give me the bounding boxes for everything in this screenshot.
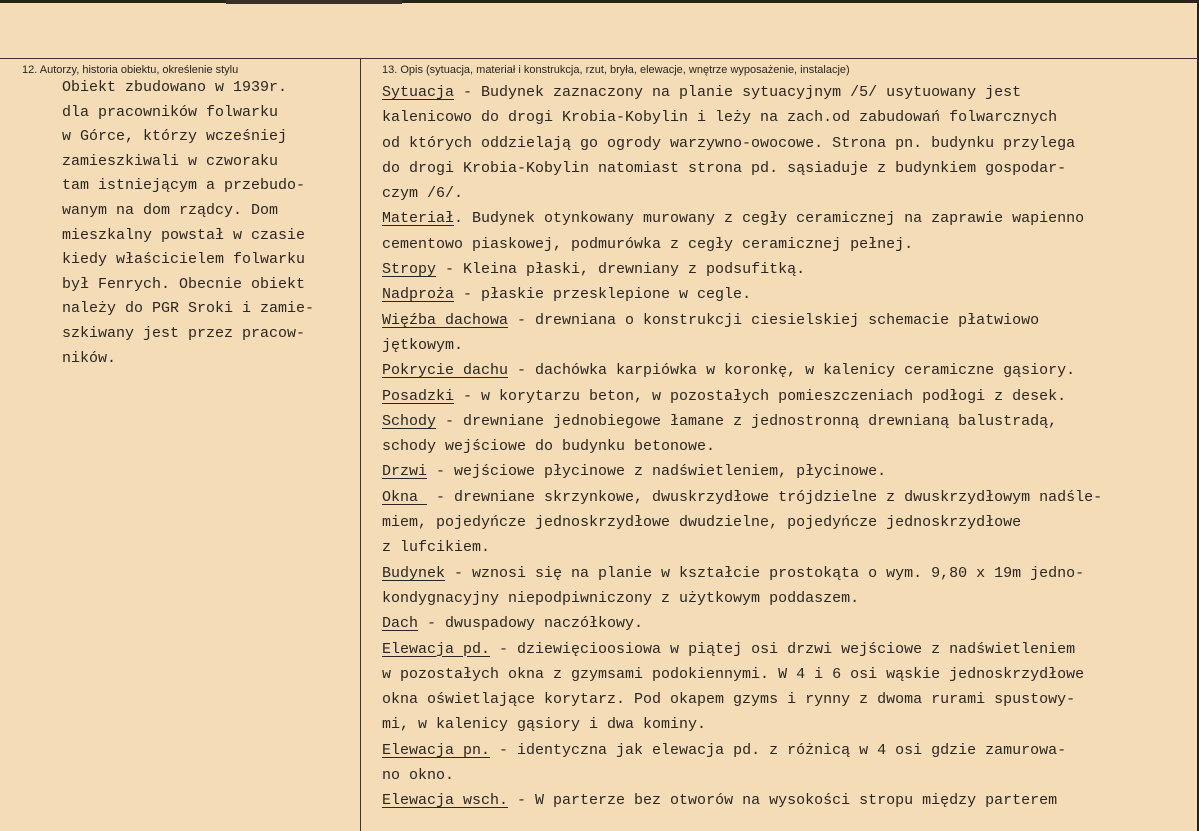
description-line bbox=[382, 80, 1194, 105]
description-text-run: - drewniane skrzynkowe, dwuskrzydłowe trójdzielne z dwuskrzydłowym nadśle- bbox=[427, 488, 1103, 506]
description-line bbox=[382, 131, 1194, 156]
section-label: Dach bbox=[382, 615, 419, 633]
description-line bbox=[382, 637, 1194, 662]
history-line: w Górce, którzy wcześniej bbox=[62, 128, 288, 146]
description-text-run: - dachówka karpiówka w koronkę, w kalenicy ceramiczne gąsiory. bbox=[508, 362, 1076, 380]
description-line bbox=[382, 358, 1194, 383]
description-text-run: - Kleina płaski, drewniany z podsufitką. bbox=[436, 261, 806, 279]
description-line bbox=[382, 586, 1194, 611]
column-divider bbox=[360, 58, 361, 831]
section-label: Nadproża bbox=[382, 286, 455, 304]
section-label: Pokrycie dachu bbox=[382, 362, 509, 380]
description-line bbox=[382, 763, 1194, 788]
description-text-run: z lufcikiem. bbox=[382, 539, 491, 557]
description-text-run: - identyczna jak elewacja pd. z różnicą w 4 osi gdzie zamurowa- bbox=[490, 741, 1067, 759]
right-section-heading: 13. Opis (sytuacja, materiał i konstrukcja, rzut, bryła, elewacje, wnętrze wyposażenie, instalacje) bbox=[382, 64, 850, 76]
section-label: Więźba dachowa bbox=[382, 311, 509, 329]
section-label: Elewacja wsch. bbox=[382, 792, 509, 810]
section-label: Drzwi bbox=[382, 463, 428, 481]
description-text-run: - drewniana o konstrukcji ciesielskiej schemacie płatwiowo bbox=[508, 311, 1040, 329]
section-label: Schody bbox=[382, 412, 437, 430]
description-text-run: mi, w kalenicy gąsiory i dwa kominy. bbox=[382, 716, 707, 734]
description-text-run: kondygnacyjny niepodpiwniczony z użytkowym poddaszem. bbox=[382, 589, 860, 607]
section-label: Stropy bbox=[382, 261, 437, 279]
description-text-run: czym /6/. bbox=[382, 185, 464, 203]
description-line bbox=[382, 282, 1194, 307]
top-edge-mark bbox=[226, 0, 402, 4]
section-label: Materiał bbox=[382, 210, 455, 228]
section-label: Okna bbox=[382, 488, 428, 506]
description-line bbox=[382, 561, 1194, 586]
description-line bbox=[382, 712, 1194, 737]
description-text-run: - W parterze bez otworów na wysokości stropu między parterem bbox=[508, 792, 1058, 810]
left-section-heading: 12. Autorzy, historia obiektu, określenie stylu bbox=[22, 64, 239, 76]
description-line bbox=[382, 333, 1194, 358]
description-text-run: okna oświetlające korytarz. Pod okapem gzyms i rynny z dwoma rurami spustowy- bbox=[382, 691, 1076, 709]
description-line bbox=[382, 611, 1194, 636]
description-text-run: - wejściowe płycinowe z nadświetleniem, płycinowe. bbox=[427, 463, 887, 481]
description-text-run: do drogi Krobia-Kobylin natomiast strona pd. sąsiaduje z budynkiem gospodar- bbox=[382, 159, 1067, 177]
history-line: zamieszkiwali w czworaku bbox=[62, 152, 279, 170]
description-text-run: - dwuspadowy naczółkowy. bbox=[418, 615, 644, 633]
description-text-run: cementowo piaskowej, podmurówka z cegły ceramicznej pełnej. bbox=[382, 235, 914, 253]
history-line: ników. bbox=[62, 349, 117, 367]
history-line: mieszkalny powstał w czasie bbox=[62, 226, 306, 244]
description-line bbox=[382, 687, 1194, 712]
description-line bbox=[382, 181, 1194, 206]
section-label: Elewacja pn. bbox=[382, 741, 491, 759]
description-text-run: jętkowym. bbox=[382, 336, 464, 354]
description-line bbox=[382, 308, 1194, 333]
history-line: kiedy właścicielem folwarku bbox=[62, 251, 306, 269]
header-rule bbox=[0, 58, 1199, 59]
description-line bbox=[382, 738, 1194, 763]
description-text bbox=[382, 80, 1194, 814]
description-text-run: od których oddzielają go ogrody warzywno-owocowe. Strona pn. budynku przylega bbox=[382, 134, 1076, 152]
history-line: dla pracowników folwarku bbox=[62, 103, 279, 121]
description-text-run: schody wejściowe do budynku betonowe. bbox=[382, 438, 716, 456]
section-label: Posadzki bbox=[382, 387, 455, 405]
history-text bbox=[62, 76, 358, 371]
history-line: wanym na dom rządcy. Dom bbox=[62, 201, 279, 219]
section-label: Budynek bbox=[382, 564, 446, 582]
description-line bbox=[382, 206, 1194, 231]
description-text-run: - drewniane jednobiegowe łamane z jednostronną drewnianą balustradą, bbox=[436, 412, 1058, 430]
description-line bbox=[382, 156, 1194, 181]
history-line: Obiekt zbudowano w 1939r. bbox=[62, 79, 288, 96]
description-line bbox=[382, 257, 1194, 282]
description-text-run: - dziewięcioosiowa w piątej osi drzwi wejściowe z nadświetleniem bbox=[490, 640, 1076, 658]
description-line bbox=[382, 485, 1194, 510]
description-text-run: miem, pojedyńcze jednoskrzydłowe dwudzielne, pojedyńcze jednoskrzydłowe bbox=[382, 514, 1022, 532]
description-text-run: - Budynek zaznaczony na planie sytuacyjnym /5/ usytuowany jest bbox=[454, 84, 1022, 101]
description-text-run: kalenicowo do drogi Krobia-Kobylin i leży na zach.od zabudowań folwarcznych bbox=[382, 109, 1058, 127]
description-line bbox=[382, 384, 1194, 409]
description-text-run: - w korytarzu beton, w pozostałych pomieszczeniach podłogi z desek. bbox=[454, 387, 1067, 405]
description-text-run: - płaskie przesklepione w cegle. bbox=[454, 286, 752, 304]
history-line: był Fenrych. Obecnie obiekt bbox=[62, 275, 306, 293]
description-line bbox=[382, 232, 1194, 257]
description-line bbox=[382, 459, 1194, 484]
description-text-run: no okno. bbox=[382, 767, 455, 785]
description-text-run: w pozostałych okna z gzymsami podokiennymi. W 4 i 6 osi wąskie jednoskrzydłowe bbox=[382, 665, 1085, 683]
description-line bbox=[382, 510, 1194, 535]
description-text-run: . Budynek otynkowany murowany z cegły ceramicznej na zaprawie wapienno bbox=[454, 210, 1085, 228]
section-label: Elewacja pd. bbox=[382, 640, 491, 658]
history-line: tam istniejącym a przebudo- bbox=[62, 177, 306, 195]
description-line bbox=[382, 409, 1194, 434]
description-line bbox=[382, 105, 1194, 130]
description-line bbox=[382, 434, 1194, 459]
description-text-run: - wznosi się na planie w kształcie prostokąta o wym. 9,80 x 19m jedno- bbox=[445, 564, 1085, 582]
history-line: szkiwany jest przez pracow- bbox=[62, 324, 306, 342]
description-line bbox=[382, 535, 1194, 560]
description-line bbox=[382, 788, 1194, 813]
description-line bbox=[382, 662, 1194, 687]
history-line: należy do PGR Sroki i zamie- bbox=[62, 300, 315, 318]
section-label: Sytuacja bbox=[382, 84, 455, 101]
